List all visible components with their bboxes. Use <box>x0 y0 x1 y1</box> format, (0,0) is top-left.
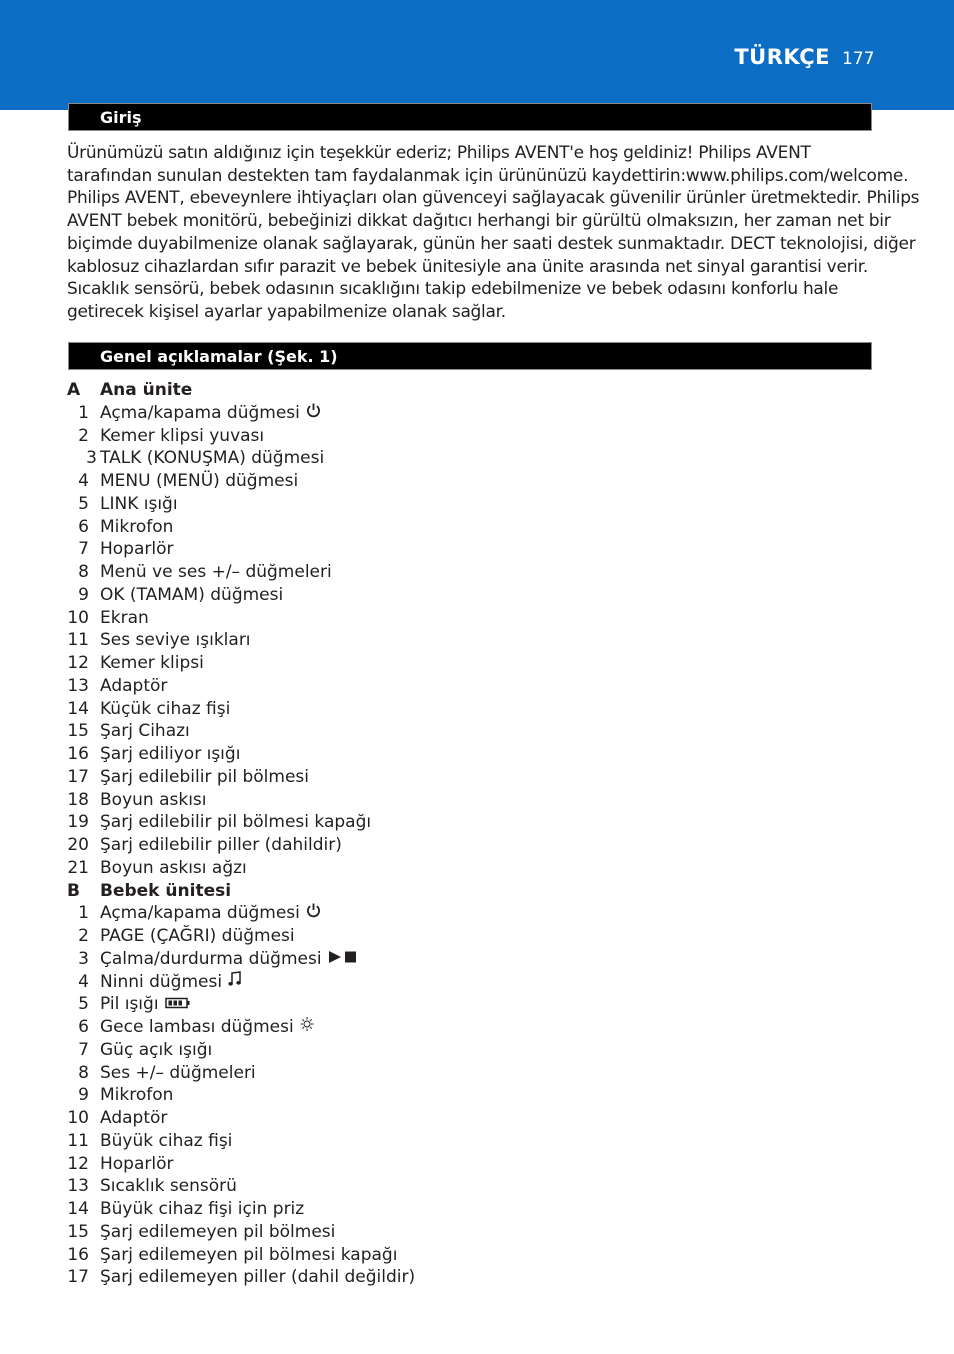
list-item <box>67 948 767 971</box>
music-note-icon <box>228 971 242 993</box>
list-item <box>67 789 767 812</box>
section-title-intro: Giriş <box>100 108 142 127</box>
list-item <box>67 1130 767 1153</box>
item-text <box>100 1016 314 1038</box>
item-number: 11 <box>67 1130 89 1151</box>
item-label: Şarj ediliyor ışığı <box>100 744 241 764</box>
item-number: 18 <box>67 789 89 810</box>
list-item <box>67 993 767 1016</box>
item-number: 5 <box>78 493 89 514</box>
item-number: 5 <box>78 994 89 1015</box>
item-label: Şarj edilemeyen piller (dahil değildir) <box>100 1267 416 1288</box>
item-label: Gece lambası düğmesi <box>100 1017 294 1037</box>
item-text <box>100 925 295 947</box>
item-label: Şarj Cihazı <box>100 721 190 742</box>
item-number: 8 <box>78 562 89 582</box>
item-text <box>100 1062 256 1084</box>
group-letter: B <box>67 880 80 901</box>
item-label: Şarj edilebilir pil bölmesi <box>100 766 309 787</box>
item-label: Adaptör <box>100 1108 168 1128</box>
page-number: 177 <box>842 49 875 69</box>
item-number: 13 <box>67 675 89 696</box>
item-label: Şarj edilebilir piller (dahildir) <box>100 835 342 855</box>
item-number: 16 <box>67 744 89 764</box>
list-item <box>67 561 767 584</box>
item-text <box>100 766 309 788</box>
item-number: 15 <box>67 721 89 742</box>
item-number: 8 <box>78 1062 89 1083</box>
item-label: Ekran <box>100 607 149 628</box>
item-label: Şarj edilebilir pil bölmesi kapağı <box>100 812 372 833</box>
list-item <box>67 1198 767 1221</box>
item-number: 4 <box>78 971 89 992</box>
item-number: 2 <box>78 425 89 446</box>
item-number: 17 <box>67 1267 89 1288</box>
item-number: 16 <box>67 1244 89 1265</box>
item-text <box>100 675 167 697</box>
item-number: 7 <box>78 539 89 560</box>
item-label: Hoparlör <box>100 1153 174 1174</box>
list-item <box>67 857 767 880</box>
list-item <box>67 1221 767 1244</box>
item-label: TALK (KONUŞMA) düğmesi <box>100 448 325 469</box>
item-label: Çalma/durdurma düğmesi <box>100 948 322 969</box>
item-label: Ninni düğmesi <box>100 971 223 992</box>
intro-line: kablosuz cihazlardan sıfır parazit ve bebek ünitesiyle ana ünite arasında net sinyal garantisi verir. <box>67 256 868 277</box>
group-title: Ana ünite <box>100 380 193 400</box>
intro-line: Philips AVENT, ebeveynlere ihtiyaçları olan güvenceyi sağlayacak güvenilir ürünler üretmektedir. Philips <box>67 188 920 209</box>
item-text <box>100 993 191 1015</box>
item-text <box>100 1175 237 1197</box>
item-label: Açma/kapama düğmesi <box>100 402 300 423</box>
item-label: Mikrofon <box>100 516 174 537</box>
section-header-intro <box>68 103 872 131</box>
item-text <box>100 720 190 742</box>
item-label: Şarj edilemeyen pil bölmesi kapağı <box>100 1244 398 1265</box>
item-text <box>100 834 342 856</box>
item-text <box>100 1039 212 1061</box>
night-light-icon <box>300 1016 314 1038</box>
list-item <box>67 1153 767 1176</box>
list-item <box>67 1266 767 1289</box>
item-label: OK (TAMAM) düğmesi <box>100 584 284 605</box>
section-title-general: Genel açıklamalar (Şek. 1) <box>100 347 338 366</box>
parts-group-group_a <box>67 379 767 402</box>
item-number: 13 <box>67 1176 89 1197</box>
item-text <box>100 516 173 538</box>
group-letter: A <box>67 380 81 400</box>
item-number: 10 <box>67 607 89 628</box>
item-number: 1 <box>78 903 89 924</box>
item-label: Boyun askısı <box>100 789 207 810</box>
item-text <box>100 743 240 765</box>
list-item <box>67 425 767 448</box>
header-band <box>0 0 954 110</box>
item-number: 15 <box>67 1221 89 1242</box>
item-label: Kemer klipsi yuvası <box>100 425 265 446</box>
list-item <box>67 675 767 698</box>
item-text <box>100 607 149 629</box>
list-item <box>67 698 767 721</box>
list-item <box>67 766 767 789</box>
item-label: Sıcaklık sensörü <box>100 1176 237 1197</box>
item-label: PAGE (ÇAĞRI) düğmesi <box>100 926 295 946</box>
item-text <box>100 470 298 492</box>
play-stop-icon <box>328 948 360 970</box>
item-label: Adaptör <box>100 675 168 696</box>
list-item <box>67 402 767 425</box>
item-label: MENU (MENÜ) düğmesi <box>100 471 299 491</box>
item-text <box>100 1198 304 1220</box>
item-label: Ses seviye ışıkları <box>100 630 251 651</box>
intro-line: Sıcaklık sensörü, bebek odasının sıcaklığını takip edebilmenize ve bebek odasını konforlu hale <box>67 279 839 300</box>
item-text <box>100 948 360 970</box>
list-item <box>67 834 767 857</box>
item-number: 9 <box>78 584 89 605</box>
item-text <box>100 1084 173 1106</box>
intro-line: getirecek kişisel ayarlar yapabilmenize olanak sağlar. <box>67 301 506 322</box>
parts-list <box>67 379 767 1289</box>
item-number: 3 <box>78 948 89 969</box>
item-number: 6 <box>78 516 89 537</box>
list-item <box>67 652 767 675</box>
power-icon <box>306 402 321 424</box>
power-icon <box>306 902 321 924</box>
list-item <box>67 1084 767 1107</box>
item-label: Hoparlör <box>100 539 174 560</box>
item-text <box>100 1107 167 1129</box>
item-text <box>100 425 264 447</box>
item-number: 4 <box>78 471 89 491</box>
list-item <box>67 1107 767 1130</box>
list-item <box>67 720 767 743</box>
item-number: 17 <box>67 766 89 787</box>
item-number: 20 <box>67 835 89 855</box>
item-label: Kemer klipsi <box>100 653 204 673</box>
list-item <box>67 1039 767 1062</box>
list-item <box>67 538 767 561</box>
item-label: Küçük cihaz fişi <box>100 698 231 719</box>
list-item <box>67 584 767 607</box>
item-text <box>100 402 321 424</box>
item-number: 3 <box>86 448 97 469</box>
item-label: Büyük cihaz fişi <box>100 1130 233 1151</box>
item-text <box>100 652 204 674</box>
item-label: Güç açık ışığı <box>100 1039 213 1060</box>
item-text <box>100 629 251 651</box>
item-text <box>100 1266 415 1288</box>
list-item <box>67 629 767 652</box>
item-label: Pil ışığı <box>100 994 159 1015</box>
parts-group-group_b <box>67 880 767 903</box>
list-item <box>67 607 767 630</box>
list-item <box>67 447 767 470</box>
list-item <box>67 516 767 539</box>
item-text <box>100 1153 174 1175</box>
item-label: Boyun askısı ağzı <box>100 857 247 878</box>
item-number: 14 <box>67 1199 89 1219</box>
item-text <box>100 538 174 560</box>
item-text <box>100 811 371 833</box>
item-number: 19 <box>67 812 89 833</box>
list-item <box>67 971 767 994</box>
intro-paragraph <box>67 142 920 324</box>
item-text <box>100 1130 232 1152</box>
item-text <box>100 493 178 515</box>
item-text <box>100 902 321 924</box>
item-text <box>100 447 324 469</box>
item-text <box>100 1221 335 1243</box>
section-header-general <box>68 342 872 370</box>
list-item <box>67 470 767 493</box>
item-number: 14 <box>67 698 89 719</box>
item-text <box>100 698 230 720</box>
item-label: Büyük cihaz fişi için priz <box>100 1199 305 1219</box>
item-label: Şarj edilemeyen pil bölmesi <box>100 1221 336 1242</box>
list-item <box>67 1244 767 1267</box>
item-number: 21 <box>67 857 89 878</box>
item-text <box>100 789 207 811</box>
item-label: Mikrofon <box>100 1085 174 1106</box>
intro-line: tarafından sunulan destekten tam faydalanmak için ürününüzü kaydettirin:www.philips.com/welcome. <box>67 165 909 186</box>
item-number: 12 <box>67 1153 89 1174</box>
item-label: Menü ve ses +/– düğmeleri <box>100 562 332 582</box>
item-number: 7 <box>78 1039 89 1060</box>
language-title: TÜRKÇE <box>734 45 830 69</box>
item-label: Ses +/– düğmeleri <box>100 1062 256 1083</box>
list-item <box>67 1175 767 1198</box>
battery-icon <box>165 993 191 1015</box>
list-item <box>67 1016 767 1039</box>
list-item <box>67 811 767 834</box>
list-item <box>67 925 767 948</box>
item-text <box>100 584 283 606</box>
item-number: 12 <box>67 653 89 673</box>
item-text <box>100 971 242 993</box>
intro-line: AVENT bebek monitörü, bebeğinizi dikkat dağıtıcı herhangi bir gürültü olmaksızın, her zaman net bir <box>67 211 891 232</box>
item-number: 2 <box>78 926 89 946</box>
list-item <box>67 743 767 766</box>
list-item <box>67 493 767 516</box>
item-text <box>100 857 247 879</box>
item-number: 10 <box>67 1108 89 1128</box>
group-title: Bebek ünitesi <box>100 880 232 901</box>
item-text <box>100 1244 397 1266</box>
item-number: 1 <box>78 402 89 423</box>
intro-line: biçimde duyabilmenize olanak sağlayarak, günün her saati destek sunmaktadır. DECT teknolojisi, diğer <box>67 233 916 254</box>
item-text <box>100 561 332 583</box>
item-number: 11 <box>67 630 89 651</box>
list-item <box>67 1062 767 1085</box>
item-number: 6 <box>78 1017 89 1037</box>
list-item <box>67 902 767 925</box>
item-label: Açma/kapama düğmesi <box>100 903 300 924</box>
item-number: 9 <box>78 1085 89 1106</box>
intro-line: Ürünümüzü satın aldığınız için teşekkür ederiz; Philips AVENT'e hoş geldiniz! Philips AVENT <box>67 143 811 163</box>
item-label: LINK ışığı <box>100 493 178 514</box>
